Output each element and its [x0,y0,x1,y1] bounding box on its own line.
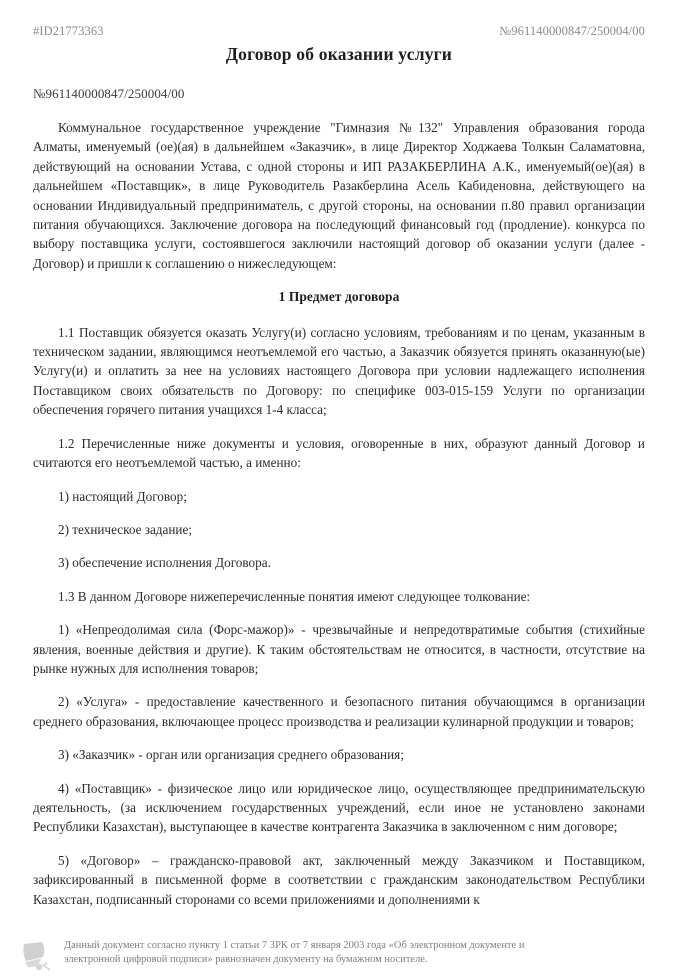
definition-2: 2) «Услуга» - предоставление качественного и безопасного питания обучающимся в организации среднего образования, включающее процесс производства и реализации кулинарной продукции и товаров; [33,694,645,729]
clause-1-3: 1.3 В данном Договоре нижеперечисленные понятия имеют следующее толкование: [58,588,531,604]
definition-3: 3) «Заказчик» - орган или организация среднего образования; [58,747,404,763]
document-id: #ID21773363 [33,24,104,38]
paragraph-preamble: Коммунальное государственное учреждение "Гимназия №132" Управления образования города Алматы, именуемый (ое)(ая) в дальнейшем «Заказчик», в лице Директор Ходжаева Толкын Саламатовна, действующий на основании Устава, с одной стороны и ИП РАЗАКБЕРЛИНА А.К., именуемый(ое)(ая) в дальнейшем «Поставщик», в лице Руководитель Разакберлина Асель Кабиденовна, действующего на основании Индивидуальный предприниматель, с другой стороны, на основании п.80 правил организации питания обучающихся. Заключение договора на последующий финансовый год (продление). конкурса по выбору поставщика услуги, состоявшегося заключили настоящий договор об оказании услуги (далее - Договор) и пришли к соглашению о нижеследующем: [33,120,645,271]
list-item-3: 3) обеспечение исполнения Договора. [58,555,271,571]
clause-1-2: 1.2 Перечисленные ниже документы и условия, оговоренные в них, образуют данный Договор и считаются его неотъемлемой частью, а именно: [33,435,645,471]
clause-1-1: 1.1 Поставщик обязуется оказать Услугу(и) согласно условиям, требованиям и по ценам, указанным в техническом задании, являющимся неотъемлемой его частью, а Заказчик обязуется принять оказанную(ые) Услугу(и) и оплатить за нее на условиях настоящего Договора при условии надлежащего исполнения Поставщиком своих обязательств по Договору: по специфике 003-015-159 Услуги по организации обеспечения горячего питания учащихся 1-4 класса; [33,324,645,418]
header-contract-number: №961140000847/250004/00 [499,24,645,38]
definition-4: 4) «Поставщик» - физическое лицо или юридическое лицо, осуществляющее предпринимательскую деятельность, (за исключением государственных учреждений, если иное не установлено законами Республики Казахстан), выступающее в качестве контрагента Заказчика в заключенном с ним договоре; [33,780,645,835]
document-body [33,118,645,923]
section-heading-1: 1 Предмет договора [278,289,400,305]
page-title: Договор об оказании услуги [225,44,453,64]
document-footer [22,939,658,974]
list-item-2: 2) техническое задание; [58,521,192,537]
definition-5: 5) «Договор» – гражданско-правовой акт, заключенный между Заказчиком и Поставщиком, зафиксированный в письменной форме в соответствии с гражданским законодательством Республики Казахстан, подписанный сторонами со всеми приложениями и дополнениями к [33,852,645,907]
list-item-1: 1) настоящий Договор; [58,488,187,504]
definition-1: 1) «Непреодолимая сила (Форс-мажор)» - чрезвычайные и непредотвратимые события (стихийные явления, военные действия и другие). К таким обстоятельствам не относится, в частности, отсутствие на рынке нужных для исполнения товаров; [33,622,645,676]
footer-notice [64,939,524,968]
digital-signature-seal-icon [22,940,56,974]
contract-number: №961140000847/250004/00 [33,86,185,101]
footer-notice-line-2: электронной цифровой подписи» равнозначен документу на бумажном носителе. [64,954,428,966]
footer-notice-line-1: Данный документ согласно пункту 1 статьи 7 ЗРК от 7 января 2003 года «Об электронном документе и [64,940,525,951]
document-header [33,24,645,39]
